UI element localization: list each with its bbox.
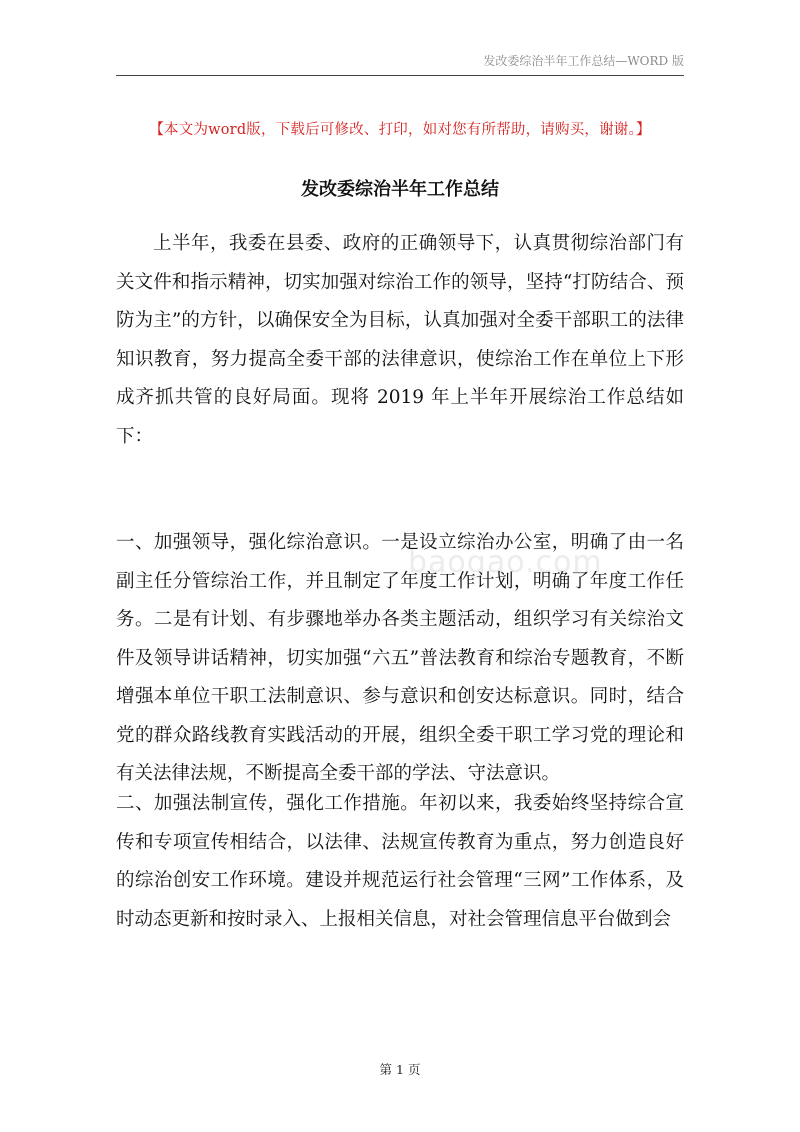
running-header-title: 发改委综治半年工作总结—WORD 版 <box>483 54 684 68</box>
paragraph-section-one: 一、加强领导，强化综治意识。一是设立综治办公室，明确了由一名副主任分管综治工作，并且制定了年度工作计划，明确了年度工作任务。二是有计划、有步骤地举办各类主题活动，组织学习有关综治文件及领导讲话精神，切实加强“六五”普法教育和综治专题教育，不断增强本单位干职工法制意识、参与意识和创安达标意识。同时，结合党的群众路线教育实践活动的开展，组织全委干职工学习党的理论和有关法律法规，不断提高全委干部的学法、守法意识。 <box>116 532 684 784</box>
page-number: 第 1 页 <box>379 1062 421 1077</box>
header-divider <box>116 75 684 76</box>
document-title: 发改委综治半年工作总结 <box>301 179 499 200</box>
paragraph-intro: 上半年，我委在县委、政府的正确领导下，认真贯彻综治部门有关文件和指示精神，切实加强对综治工作的领导，坚持“打防结合、预防为主”的方针，以确保安全为目标，认真加强对全委干部职工的法律知识教育，努力提高全委干部的法律意识，使综治工作在单位上下形成齐抓共管的良好局面。现将 2019 年上半年开展综治工作总结如下： <box>116 233 684 447</box>
purchase-notice: 【本文为word版，下载后可修改、打印，如对您有所帮助，请购买，谢谢。】 <box>149 122 651 138</box>
watermark: baogao.com <box>408 545 603 580</box>
paragraph-section-two: 二、加强法制宣传，强化工作措施。年初以来，我委始终坚持综合宣传和专项宣传相结合，以法律、法规宣传教育为重点，努力创造良好的综治创安工作环境。建设并规范运行社会管理“三网”工作体系，及时动态更新和按时录入、上报相关信息，对社会管理信息平台做到会 <box>116 793 684 930</box>
